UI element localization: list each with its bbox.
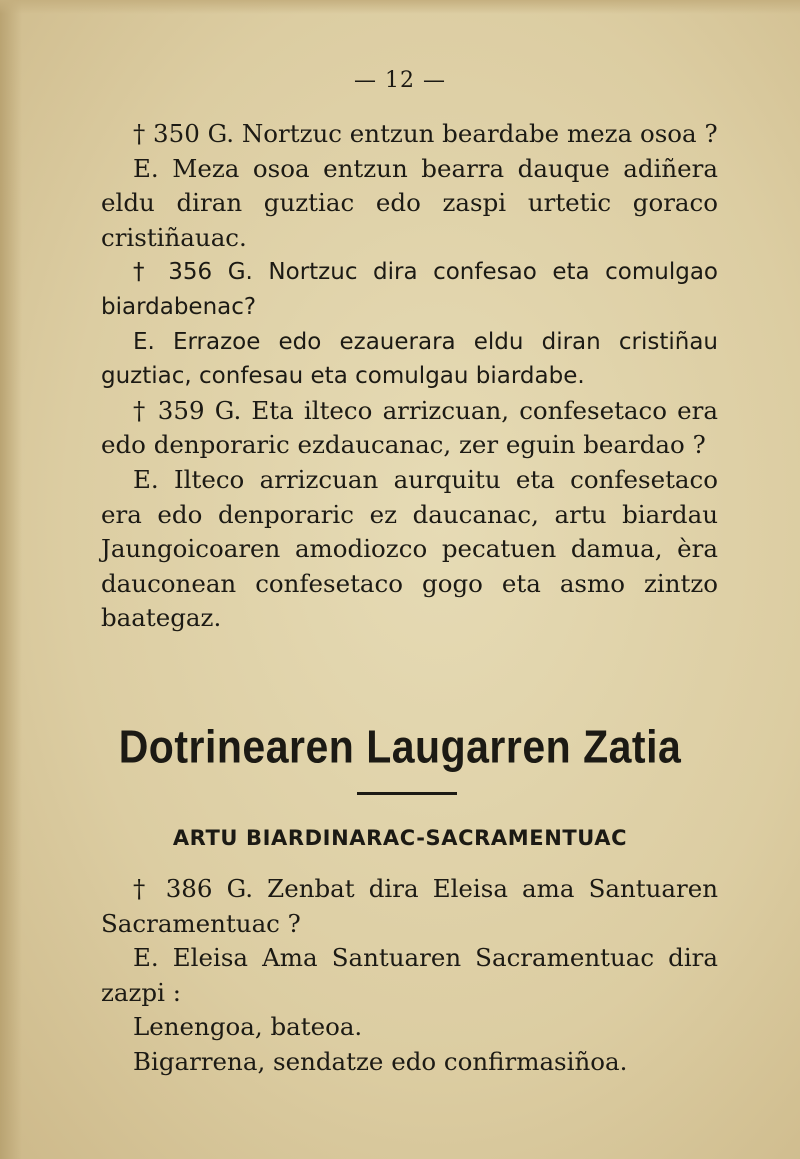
page-number: — 12 — (354, 68, 446, 93)
sacrament-second: Bigarrena, sendatze edo confirmasiñoa. (133, 1046, 628, 1076)
page-edge-shadow-top (0, 0, 800, 14)
catechism-questions-lower (101, 872, 718, 1080)
question-356: † 356 G. Nortzuc dira confesao eta comulgao biardabenac? (101, 259, 718, 320)
answer-356: E. Errazoe edo ezauerara eldu diran cristiñau guztiac, confesau eta comulgau biardabe. (101, 328, 718, 390)
section-title: Dotrinearen Laugarren Zatia (118, 721, 682, 773)
answer-350: E. Meza osoa entzun bearra dauque adiñera eldu diran guztiac edo zaspi urtetic goraco cristiñauac. (101, 153, 718, 252)
question-359: † 359 G. Eta ilteco arrizcuan, confesetaco era edo denporaric ezdaucanac, zer eguin beardao ? (101, 395, 718, 460)
section-divider (357, 792, 457, 795)
question-386: † 386 G. Zenbat dira Eleisa ama Santuaren Sacramentuac ? (101, 874, 718, 938)
catechism-questions-upper (101, 117, 718, 636)
question-350: † 350 G. Nortzuc entzun beardabe meza osoa ? (133, 119, 718, 148)
section-subtitle: ARTU BIARDINARAC-SACRAMENTUAC (172, 826, 628, 850)
page-edge-shadow-left (0, 0, 22, 1159)
answer-359: E. Ilteco arrizcuan aurquitu eta confesetaco era edo denporaric ez daucanac, artu biardau Jaungoicoaren amodiozco pecatuen damua, èra dauconean confesetaco gogo eta asmo zintzo baategaz. (101, 464, 718, 633)
answer-386: E. Eleisa Ama Santuaren Sacramentuac dira zazpi : (101, 943, 718, 1007)
sacrament-first: Lenengoa, bateoa. (133, 1012, 363, 1042)
